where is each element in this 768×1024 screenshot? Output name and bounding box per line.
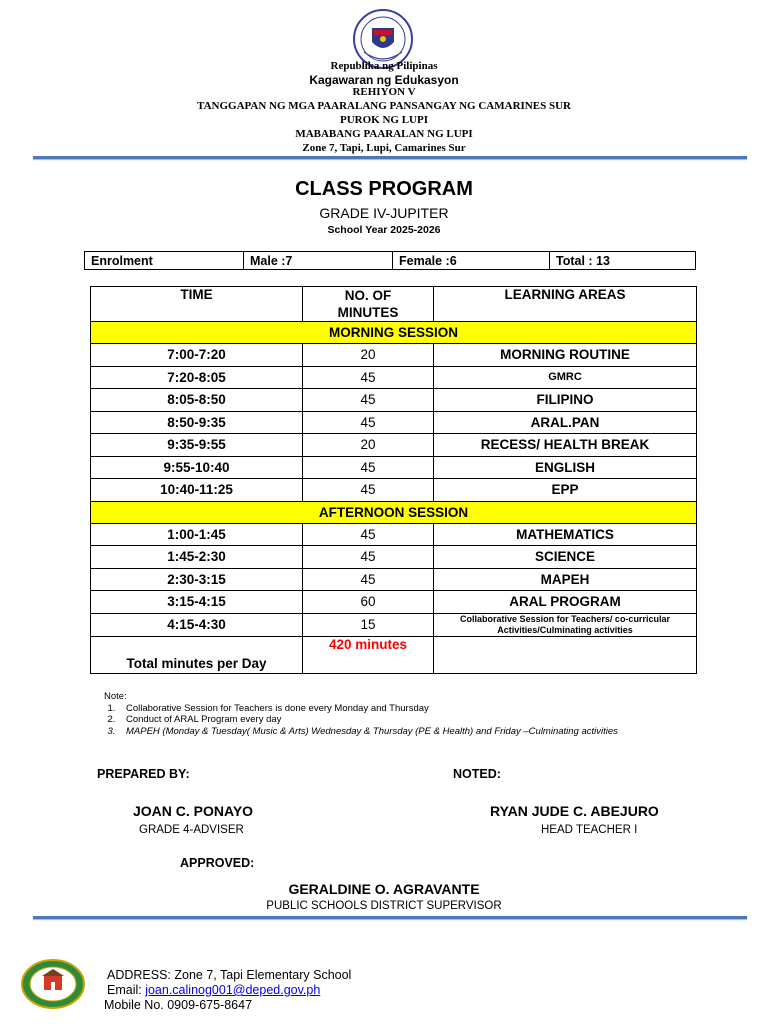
- header-department: Kagawaran ng Edukasyon: [309, 73, 459, 87]
- total-row: [91, 636, 697, 673]
- time-cell: 7:20-8:05: [91, 366, 303, 389]
- time-cell: 10:40-11:25: [91, 479, 303, 502]
- notes-label: Note:: [104, 691, 127, 702]
- area-cell: GMRC: [434, 366, 697, 389]
- footer-email-line: [107, 983, 320, 997]
- minutes-cell: 45: [303, 456, 434, 479]
- noted-name: RYAN JUDE C. ABEJURO: [490, 803, 659, 819]
- total-empty-cell: [434, 636, 697, 673]
- area-cell: [434, 613, 697, 636]
- minutes-cell: 20: [303, 344, 434, 367]
- enrolment-total: Total : 13: [550, 252, 696, 270]
- header-country: Republika ng Pilipinas: [330, 60, 438, 72]
- noted-label: NOTED:: [453, 767, 501, 781]
- table-header-row: [91, 287, 697, 322]
- time-cell: 8:50-9:35: [91, 411, 303, 434]
- header-minutes-line2: MINUTES: [337, 305, 399, 320]
- minutes-cell: 45: [303, 389, 434, 412]
- header-division: TANGGAPAN NG MGA PAARALANG PANSANGAY NG CAMARINES SUR: [197, 100, 571, 112]
- area-cell: FILIPINO: [434, 389, 697, 412]
- minutes-cell: 15: [303, 613, 434, 636]
- enrolment-label: Enrolment: [85, 252, 244, 270]
- area-cell: MATHEMATICS: [434, 523, 697, 546]
- afternoon-session-row: [91, 501, 697, 523]
- header-divider: [33, 156, 747, 159]
- footer-email-link[interactable]: joan.calinog001@deped.gov.ph: [145, 983, 321, 997]
- table-row: [91, 434, 697, 457]
- table-row: [91, 568, 697, 591]
- table-row: [91, 411, 697, 434]
- area-cell: EPP: [434, 479, 697, 502]
- enrolment-male: Male :7: [244, 252, 393, 270]
- footer-address: ADDRESS: Zone 7, Tapi Elementary School: [107, 968, 352, 982]
- prepared-title: GRADE 4-ADVISER: [139, 824, 244, 836]
- school-year: School Year 2025-2026: [327, 224, 441, 236]
- table-row: [91, 456, 697, 479]
- grade-section: GRADE IV-JUPITER: [319, 205, 449, 221]
- area-cell: MORNING ROUTINE: [434, 344, 697, 367]
- minutes-cell: 45: [303, 366, 434, 389]
- area-line1: Collaborative Session for Teachers/ co-curricular: [460, 613, 670, 624]
- noted-title: HEAD TEACHER I: [541, 824, 638, 836]
- time-cell: 9:55-10:40: [91, 456, 303, 479]
- header-district: PUROK NG LUPI: [340, 114, 428, 126]
- time-cell: 3:15-4:15: [91, 591, 303, 614]
- time-cell: 7:00-7:20: [91, 344, 303, 367]
- footer-divider: [33, 916, 747, 919]
- header-address: Zone 7, Tapi, Lupi, Camarines Sur: [302, 142, 466, 154]
- morning-session-row: [91, 322, 697, 344]
- time-cell: 1:45-2:30: [91, 546, 303, 569]
- afternoon-session-label: AFTERNOON SESSION: [91, 501, 697, 523]
- table-row: [91, 546, 697, 569]
- prepared-by-label: PREPARED BY:: [97, 767, 190, 781]
- area-cell: MAPEH: [434, 568, 697, 591]
- area-cell: ENGLISH: [434, 456, 697, 479]
- approved-label: APPROVED:: [180, 856, 255, 870]
- note-item: 1. Collaborative Session for Teachers is done every Monday and Thursday: [118, 703, 618, 715]
- area-line2: Activities/Culminating activities: [497, 624, 633, 635]
- table-row: [91, 344, 697, 367]
- table-row: [91, 523, 697, 546]
- approved-title: PUBLIC SCHOOLS DISTRICT SUPERVISOR: [266, 900, 502, 912]
- time-cell: 4:15-4:30: [91, 613, 303, 636]
- note-item: 2. Conduct of ARAL Program every day: [118, 714, 618, 726]
- table-row: [91, 613, 697, 636]
- table-row: [91, 389, 697, 412]
- total-value: 420 minutes: [303, 636, 434, 673]
- prepared-name: JOAN C. PONAYO: [133, 803, 254, 819]
- minutes-cell: 45: [303, 523, 434, 546]
- footer-email-label: Email:: [107, 983, 146, 997]
- school-logo: [20, 958, 86, 1010]
- note-item: 3. MAPEH (Monday & Tuesday( Music & Arts) Wednesday & Thursday (PE & Health) and Friday –Culminating activities: [118, 726, 618, 738]
- enrolment-table: [84, 251, 696, 270]
- area-cell: RECESS/ HEALTH BREAK: [434, 434, 697, 457]
- header-time: TIME: [91, 287, 303, 322]
- page-title: CLASS PROGRAM: [295, 178, 473, 200]
- minutes-cell: 45: [303, 479, 434, 502]
- approved-name: GERALDINE O. AGRAVANTE: [288, 881, 480, 897]
- table-row: [91, 479, 697, 502]
- header-minutes: [303, 287, 434, 322]
- table-row: [91, 591, 697, 614]
- minutes-cell: 45: [303, 546, 434, 569]
- footer-mobile: Mobile No. 0909-675-8647: [104, 998, 253, 1012]
- minutes-cell: 20: [303, 434, 434, 457]
- header-minutes-line1: NO. OF: [344, 288, 392, 303]
- notes-section: [104, 691, 618, 737]
- minutes-cell: 45: [303, 411, 434, 434]
- area-cell: ARAL.PAN: [434, 411, 697, 434]
- class-program-table: [90, 286, 697, 674]
- area-cell: ARAL PROGRAM: [434, 591, 697, 614]
- header-school: MABABANG PAARALAN NG LUPI: [295, 128, 473, 140]
- total-label: Total minutes per Day: [91, 636, 303, 673]
- minutes-cell: 45: [303, 568, 434, 591]
- header-learning-areas: LEARNING AREAS: [434, 287, 697, 322]
- header-region: REHIYON V: [352, 86, 416, 98]
- time-cell: 9:35-9:55: [91, 434, 303, 457]
- minutes-cell: 60: [303, 591, 434, 614]
- time-cell: 1:00-1:45: [91, 523, 303, 546]
- area-cell: SCIENCE: [434, 546, 697, 569]
- time-cell: 8:05-8:50: [91, 389, 303, 412]
- table-row: [91, 366, 697, 389]
- enrolment-female: Female :6: [393, 252, 550, 270]
- morning-session-label: MORNING SESSION: [91, 322, 697, 344]
- time-cell: 2:30-3:15: [91, 568, 303, 591]
